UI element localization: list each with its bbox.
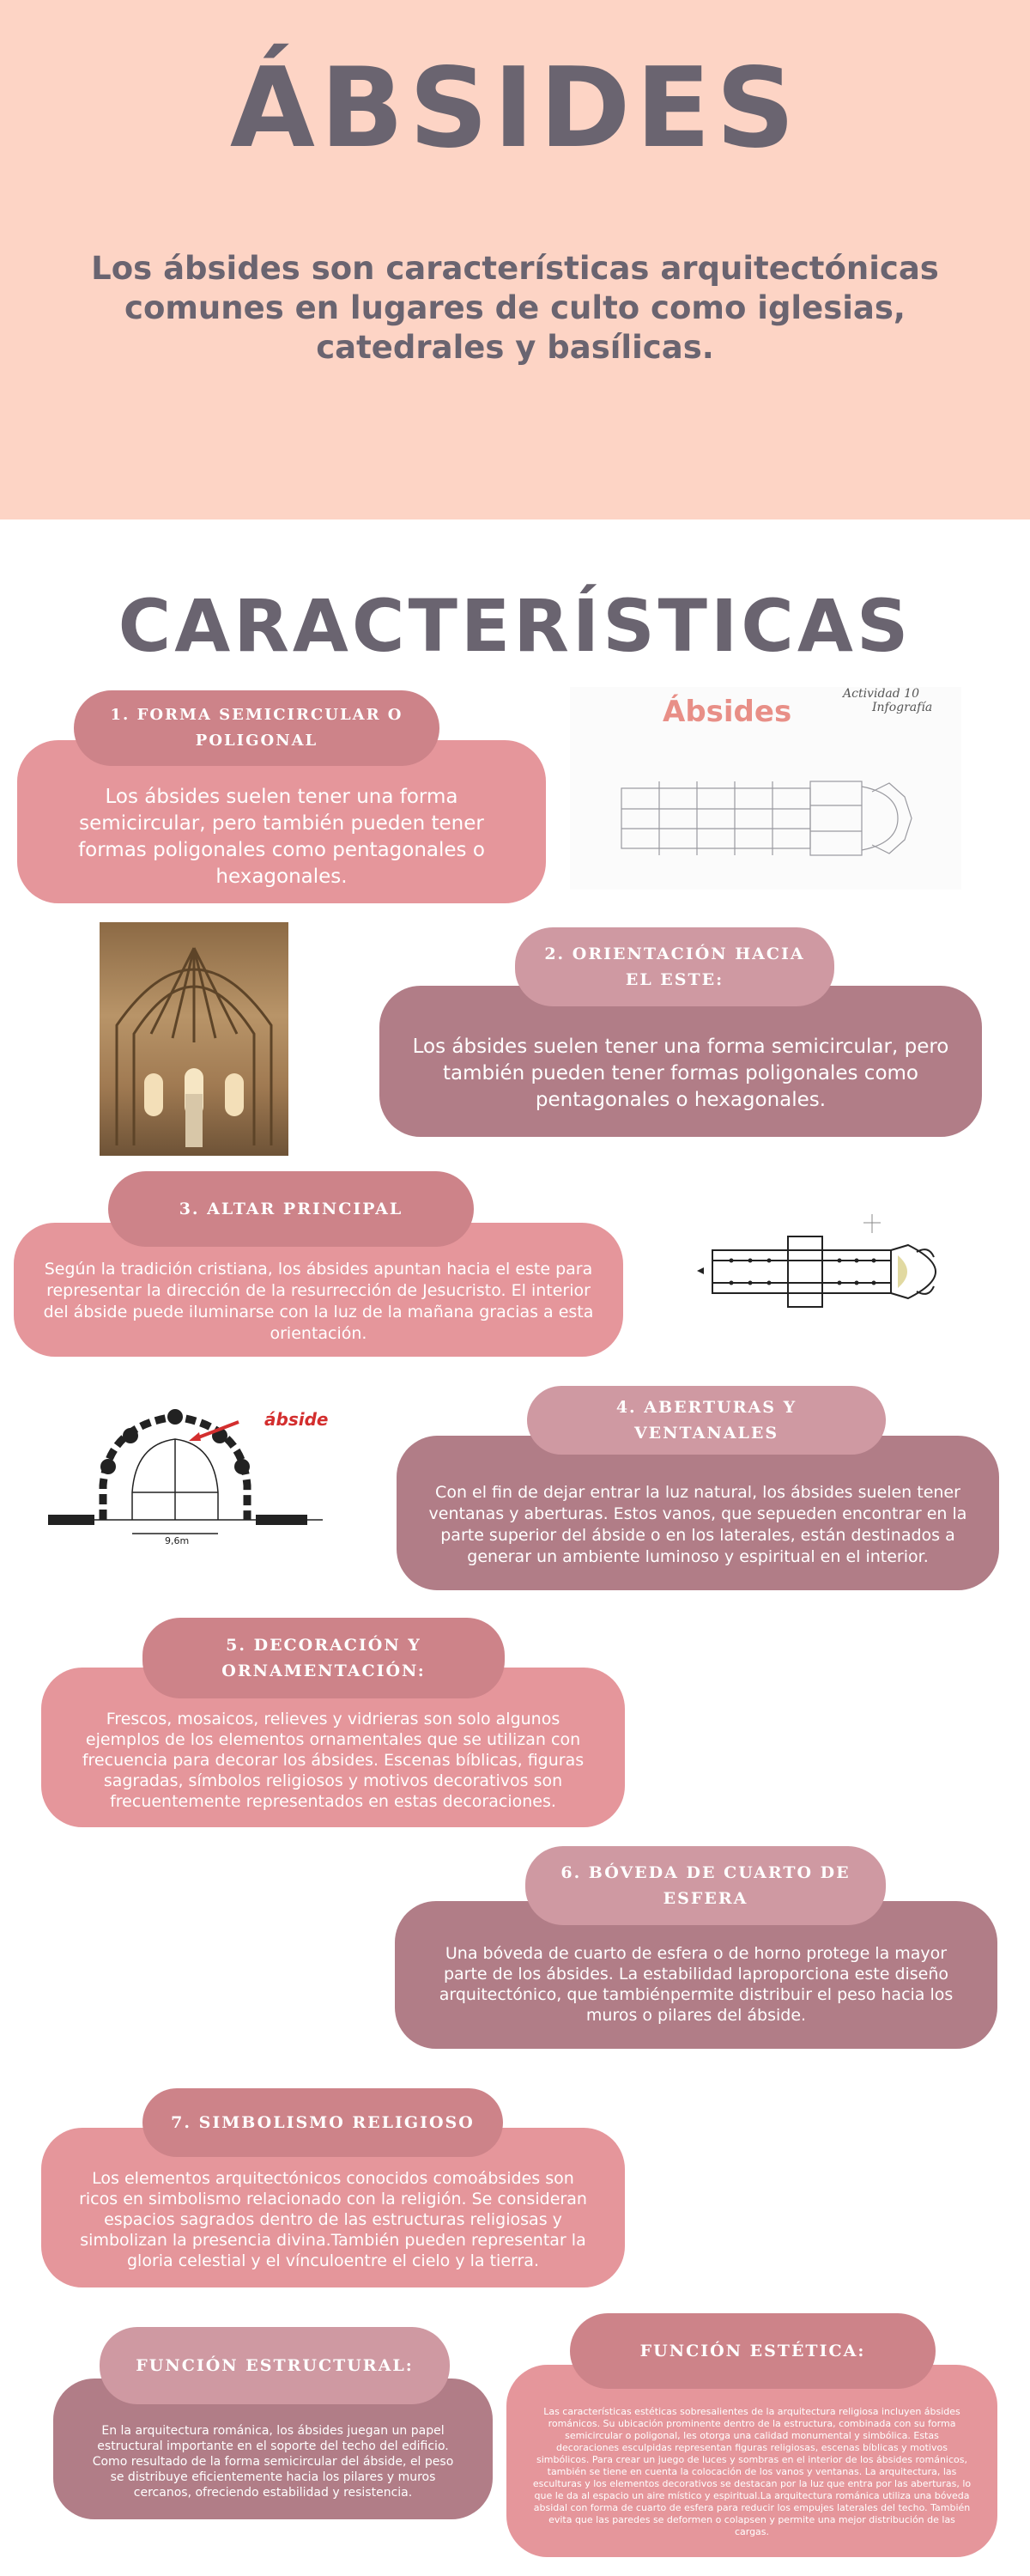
function-aesthetic-label: FUNCIÓN ESTÉTICA: xyxy=(570,2313,936,2389)
apse-plan-diagram xyxy=(48,1391,331,1547)
item-3-label: 3. ALTAR PRINCIPAL xyxy=(108,1171,474,1247)
item-2-text: Los ábsides suelen tener una forma semicircular, pero también pueden tener formas poligonales como pentagonales o hexagonales. xyxy=(412,1035,949,1111)
sketch-image xyxy=(570,687,961,890)
function-structural-text: En la arquitectura románica, los ábsides juegan un papel estructural importante en el soporte del techo del edificio. Como resultado de la forma semicircular del ábside, el peso se distribuye eficientemente hacia los pilares y muros cercanos, ofreciendo estabilidad y resistencia. xyxy=(92,2424,454,2500)
item-5-text: Frescos, mosaicos, relieves y vidrieras son solo algunos ejemplos de los elementos ornamentales que se utilizan con frecuencia para decorar los ábsides. Escenas bíblicas, figuras sagradas, símbolos religiosos y motivos decorativos son frecuentemente representados en estas decoraciones. xyxy=(82,1710,585,1811)
function-structural-label: FUNCIÓN ESTRUCTURAL: xyxy=(100,2327,450,2404)
item-6-label: 6. BÓVEDA DE CUARTO DE ESFERA xyxy=(525,1846,886,1925)
item-2-box xyxy=(379,986,982,1137)
intro-text: Los ábsides son características arquitectónicas comunes en lugares de culto como iglesias, catedrales y basílicas. xyxy=(91,250,939,366)
item-3-text: Según la tradición cristiana, los ábsides apuntan hacia el este para representar la dirección de la resurrección de Jesucristo. El interior del ábside puede iluminarse con la luz de la mañana gracias a esta orientación. xyxy=(43,1260,594,1343)
apse-plan-dimension: 9,6m xyxy=(165,1535,190,1546)
item-7-label: 7. SIMBOLISMO RELIGIOSO xyxy=(142,2088,503,2157)
function-aesthetic-text: Las características estéticas sobresalientes de la arquitectura religiosa incluyen ábsides románicos. Su ubicación prominente dentro de la estructura, combinada con su forma semicircular o poligonal, les otorga una calidad monumental y simbólica. Estas decoraciones esculpidas representan figuras religiosas, escenas bíblicas y motivos simbólicos. Para crear un juego de luces y sombras en el interior de los ábsides románicos, también se tiene en cuenta la colocación de los vanos y ventanas. La arquitectura, las esculturas y los elementos decorativos se destacan por la luz que entra por las aberturas, lo que le da al espacio un aire místico y espiritual.La arquitectura románica utiliza una bóveda absidal con forma de cuarto de esfera para reducir los empujes laterales del techo. También evita que las paredes se deformen o colapsen y permite una mejor distribución de las cargas. xyxy=(532,2406,972,2537)
item-4-box xyxy=(397,1436,999,1590)
apse-photo xyxy=(100,922,288,1156)
item-4-label: 4. ABERTURAS Y VENTANALES xyxy=(527,1386,886,1455)
item-7-text: Los elementos arquitectónicos conocidos comoábsides son ricos en simbolismo relacionado con la religión. Se consideran espacios sagrados dentro de las estructuras religiosas y simbolizan la presencia divina.También pueden representar la gloria celestial y el vínculoentre el cielo y la tierra. xyxy=(79,2169,587,2270)
header-banner xyxy=(0,0,1030,519)
section-title: CARACTERÍSTICAS xyxy=(118,584,912,668)
function-aesthetic-box xyxy=(506,2365,997,2557)
sketch-note-line1: Actividad 10 xyxy=(843,687,919,701)
item-4-text: Con el fin de dejar entrar la luz natural, los ábsides suelen tener ventanas y aberturas. Estos vanos, que sepueden encontrar en la parte superior del ábside o en los laterales, están destinados a generar un ambiente luminoso y espiritual en el interior. xyxy=(428,1483,967,1566)
sketch-note-line2: Infografía xyxy=(872,701,933,714)
item-1-label: 1. FORMA SEMICIRCULAR O POLIGONAL xyxy=(74,690,439,766)
floor-plan-image xyxy=(692,1207,966,1329)
item-6-text: Una bóveda de cuarto de esfera o de horno protege la mayor parte de los ábsides. La estabilidad laproporciona este diseño arquitectónico, que tambiénpermite distribuir el peso hacia los muros o pilares del ábside. xyxy=(439,1944,954,2025)
sketch-title: Ábsides xyxy=(663,695,792,729)
page-title: ÁBSIDES xyxy=(229,45,801,173)
item-2-label: 2. ORIENTACIÓN HACIA EL ESTE: xyxy=(515,927,834,1006)
item-5-label: 5. DECORACIÓN Y ORNAMENTACIÓN: xyxy=(142,1618,505,1698)
apse-sketch-drawing xyxy=(570,687,961,890)
item-1-text: Los ábsides suelen tener una forma semicircular, pero también pueden tener formas poligonales como pentagonales o hexagonales. xyxy=(78,786,485,888)
apse-plan-label: ábside xyxy=(264,1409,329,1430)
